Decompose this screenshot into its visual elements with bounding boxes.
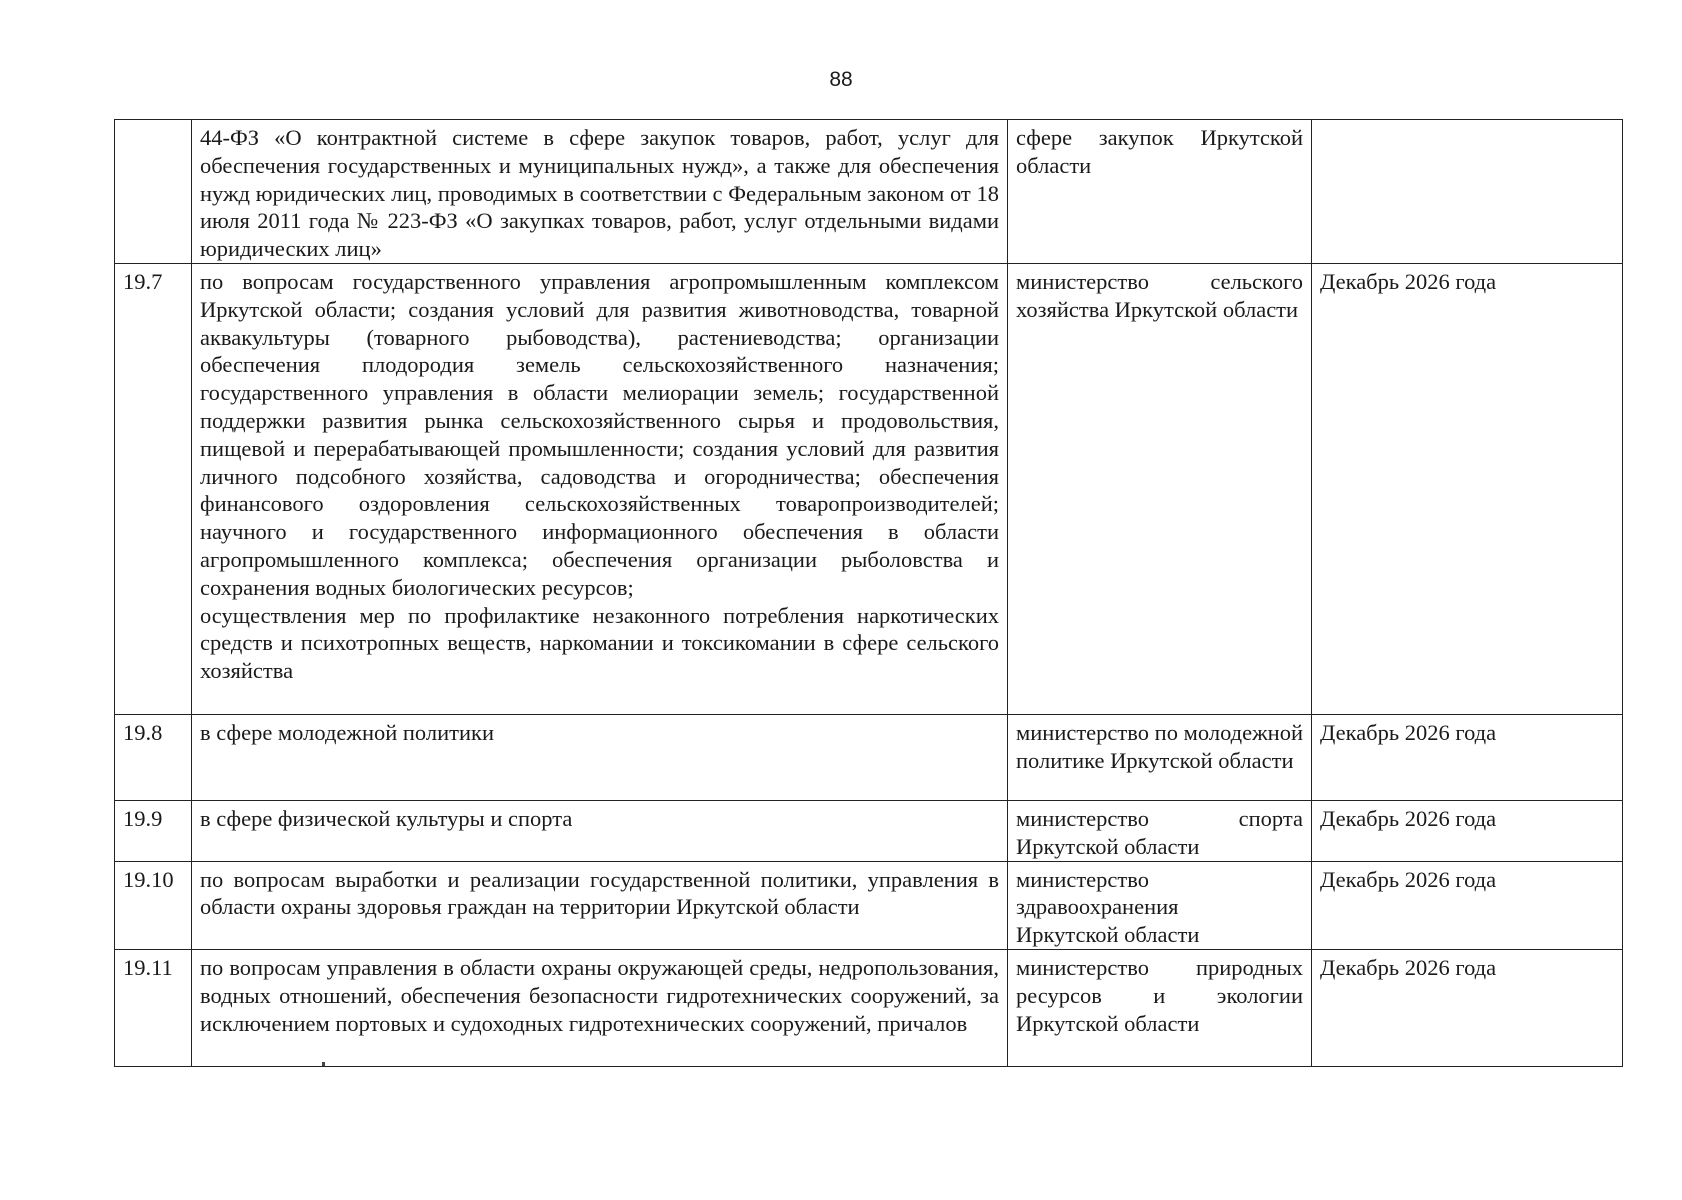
measure-text: 44-ФЗ «О контрактной системе в сфере закупок товаров, работ, услуг для обеспечения государственных и муниципальных нужд», а также для обеспечения нужд юридических лиц, проводимых в соответствии с Федеральным законом от 18 июля 2011 года № 223-ФЗ «О закупках товаров, работ, услуг отдельными видами юридических лиц»	[192, 120, 1008, 264]
responsible-body: министерство спорта Иркутской области	[1008, 800, 1312, 861]
responsible-body: министерство природных ресурсов и экологии Иркутской области	[1008, 949, 1312, 1066]
row-number	[115, 120, 192, 264]
responsible-body	[1008, 861, 1312, 949]
measure-text: по вопросам управления в области охраны окружающей среды, недропользования, водных отношений, обеспечения безопасности гидротехнических сооружений, за исключением портовых и судоходных гидротехнических сооружений, причалов	[192, 949, 1008, 1066]
table-row	[115, 120, 1623, 264]
scan-speck	[322, 1062, 325, 1066]
responsible-body-line: министерство	[1016, 866, 1149, 892]
table-row	[115, 861, 1623, 949]
responsible-body-line: здравоохранения	[1016, 894, 1179, 920]
responsible-body: министерство по молодежной политике Иркутской области	[1008, 714, 1312, 800]
deadline: Декабрь 2026 года	[1312, 949, 1623, 1066]
row-number: 19.8	[115, 714, 192, 800]
measure-text-part: по вопросам государственного управления агропромышленным комплексом Иркутской области; создания условий для развития животноводства, товарной аквакультуры (товарного рыбоводства), растениеводства; организации обеспечения плодородия земель сельскохозяйственного назначения; государственного управления в области мелиорации земель; государственной поддержки развития рынка сельскохозяйственного сырья и продовольствия, пищевой и перерабатывающей промышленности; создания условий для развития личного подсобного хозяйства, садоводства и огородничества; обеспечения финансового оздоровления сельскохозяйственных товаропроизводителей; научного и государственного информационного обеспечения в области агропромышленного комплекса; обеспечения организации рыболовства и сохранения водных биологических ресурсов;	[200, 268, 999, 600]
table-row	[115, 263, 1623, 714]
row-number: 19.9	[115, 800, 192, 861]
measure-text-part: осуществления мер по профилактике незаконного потребления наркотических средств и психотропных веществ, наркомании и токсикомании в сфере сельского хозяйства	[200, 602, 999, 684]
deadline: Декабрь 2026 года	[1312, 800, 1623, 861]
deadline: Декабрь 2026 года	[1312, 263, 1623, 714]
measure-text: в сфере физической культуры и спорта	[192, 800, 1008, 861]
page-number: 88	[829, 68, 853, 91]
deadline	[1312, 120, 1623, 264]
measure-text: по вопросам выработки и реализации государственной политики, управления в области охраны здоровья граждан на территории Иркутской области	[192, 861, 1008, 949]
row-number: 19.10	[115, 861, 192, 949]
row-number: 19.11	[115, 949, 192, 1066]
table-row	[115, 800, 1623, 861]
deadline: Декабрь 2026 года	[1312, 714, 1623, 800]
responsible-body: сфере закупок Иркутской области	[1008, 120, 1312, 264]
measure-text	[192, 263, 1008, 714]
table-row	[115, 714, 1623, 800]
deadline: Декабрь 2026 года	[1312, 861, 1623, 949]
measures-table	[114, 119, 1623, 1067]
responsible-body: министерство сельского хозяйства Иркутской области	[1008, 263, 1312, 714]
measure-text: в сфере молодежной политики	[192, 714, 1008, 800]
responsible-body-line: Иркутской области	[1016, 922, 1200, 948]
row-number: 19.7	[115, 263, 192, 714]
table-row	[115, 949, 1623, 1066]
